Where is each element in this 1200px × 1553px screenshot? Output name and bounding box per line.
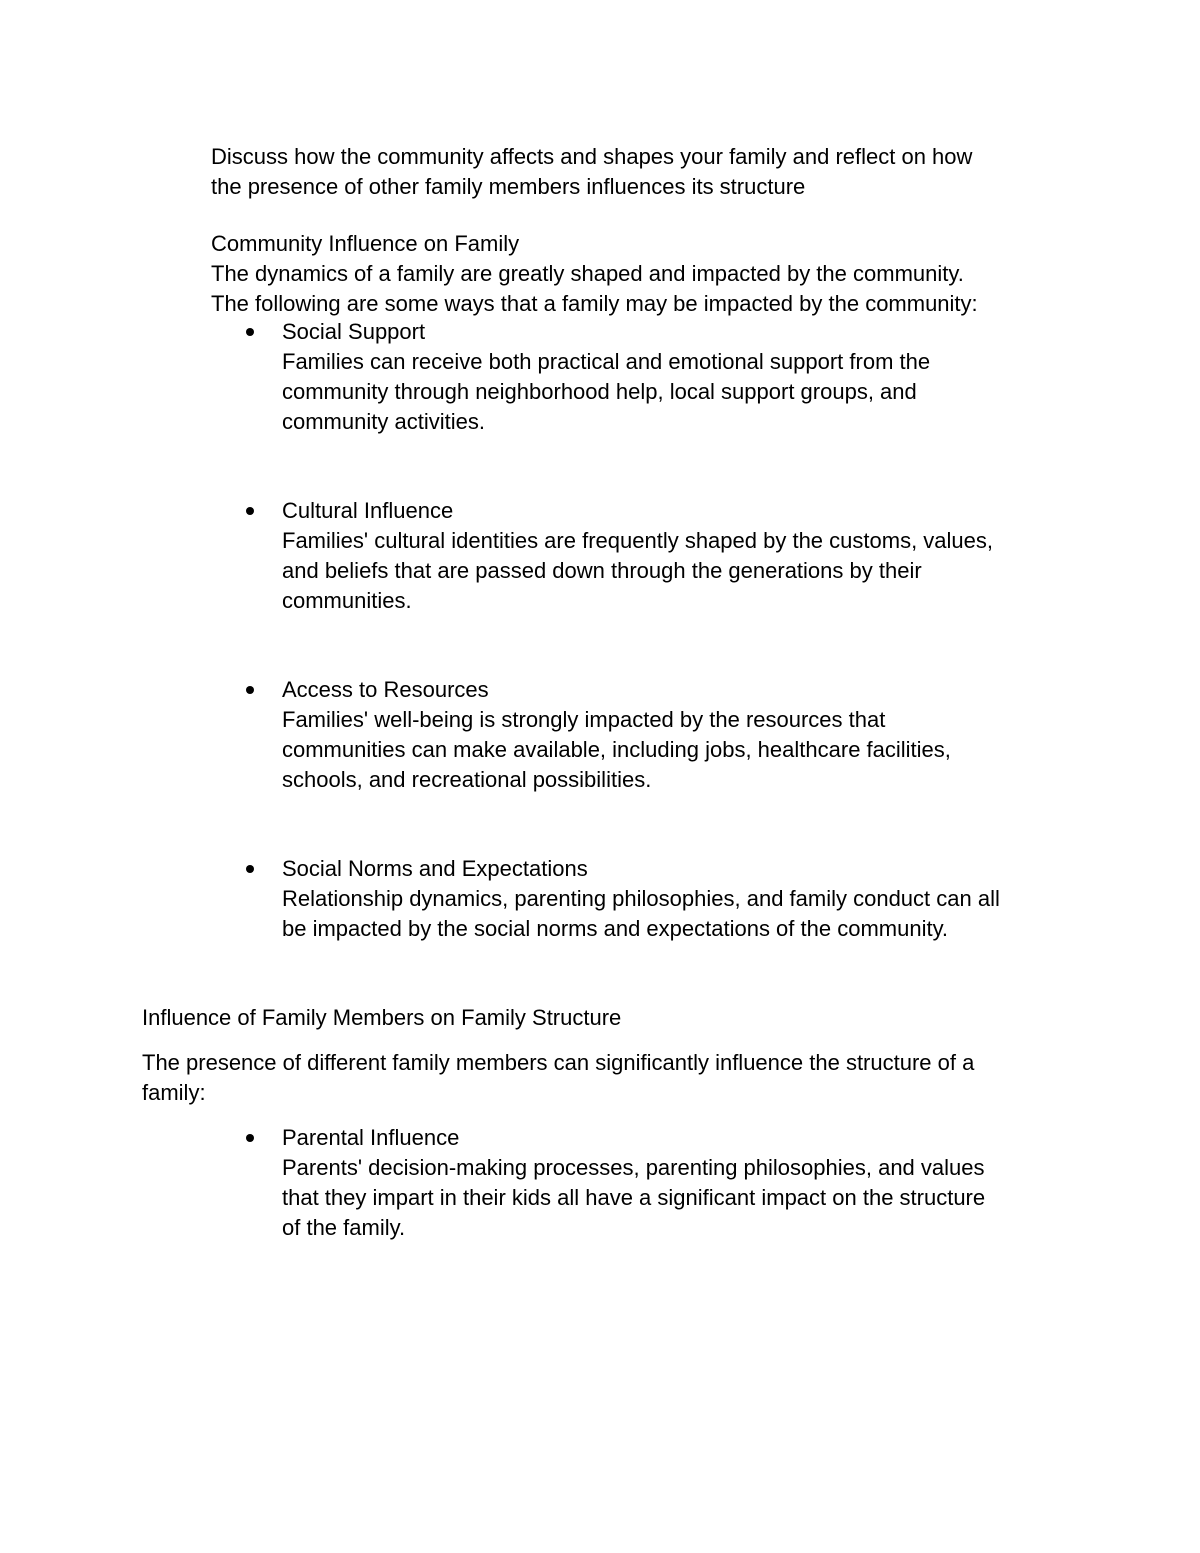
list-item-text: community through neighborhood help, local support groups, and bbox=[282, 379, 917, 404]
list-item-social-norms bbox=[282, 854, 1072, 944]
members-heading: Influence of Family Members on Family Structure bbox=[142, 1005, 622, 1030]
list-item-text: of the family. bbox=[282, 1215, 406, 1240]
bullet-icon bbox=[246, 686, 254, 694]
members-text-line: The presence of different family members can significantly influence the structure of a bbox=[142, 1050, 975, 1075]
intro-line: the presence of other family members influences its structure bbox=[211, 174, 806, 199]
list-item-parental-influence bbox=[282, 1123, 1072, 1243]
list-item-text: communities can make available, including jobs, healthcare facilities, bbox=[282, 737, 951, 762]
community-section-intro bbox=[211, 229, 1091, 319]
list-item-text: schools, and recreational possibilities. bbox=[282, 767, 652, 792]
list-item-title: Parental Influence bbox=[282, 1125, 460, 1150]
list-item-text: Relationship dynamics, parenting philosophies, and family conduct can all bbox=[282, 886, 1000, 911]
members-section-intro bbox=[142, 1048, 1092, 1108]
community-text-line: The dynamics of a family are greatly shaped and impacted by the community. bbox=[211, 261, 964, 286]
community-text-line: The following are some ways that a family may be impacted by the community: bbox=[211, 291, 978, 316]
intro-question bbox=[211, 142, 1091, 202]
list-item-text: and beliefs that are passed down through the generations by their bbox=[282, 558, 922, 583]
list-item-text: communities. bbox=[282, 588, 412, 613]
list-item-text: community activities. bbox=[282, 409, 485, 434]
list-item-title: Social Support bbox=[282, 319, 426, 344]
list-item-text: Parents' decision-making processes, parenting philosophies, and values bbox=[282, 1155, 985, 1180]
intro-line: Discuss how the community affects and shapes your family and reflect on how bbox=[211, 144, 973, 169]
list-item-cultural-influence bbox=[282, 496, 1072, 616]
list-item-text: Families can receive both practical and emotional support from the bbox=[282, 349, 931, 374]
list-item-text: be impacted by the social norms and expectations of the community. bbox=[282, 916, 949, 941]
members-text-line: family: bbox=[142, 1080, 206, 1105]
list-item-social-support bbox=[282, 317, 1072, 437]
bullet-icon bbox=[246, 1134, 254, 1142]
list-item-text: that they impart in their kids all have a significant impact on the structure bbox=[282, 1185, 986, 1210]
list-item-text: Families' well-being is strongly impacted by the resources that bbox=[282, 707, 886, 732]
bullet-icon bbox=[246, 865, 254, 873]
list-item-text: Families' cultural identities are frequently shaped by the customs, values, bbox=[282, 528, 993, 553]
community-heading: Community Influence on Family bbox=[211, 231, 520, 256]
bullet-icon bbox=[246, 507, 254, 515]
list-item-title: Social Norms and Expectations bbox=[282, 856, 588, 881]
list-item-title: Cultural Influence bbox=[282, 498, 454, 523]
list-item-access-to-resources bbox=[282, 675, 1072, 795]
members-section-heading bbox=[142, 1003, 1092, 1033]
list-item-title: Access to Resources bbox=[282, 677, 489, 702]
bullet-icon bbox=[246, 328, 254, 336]
